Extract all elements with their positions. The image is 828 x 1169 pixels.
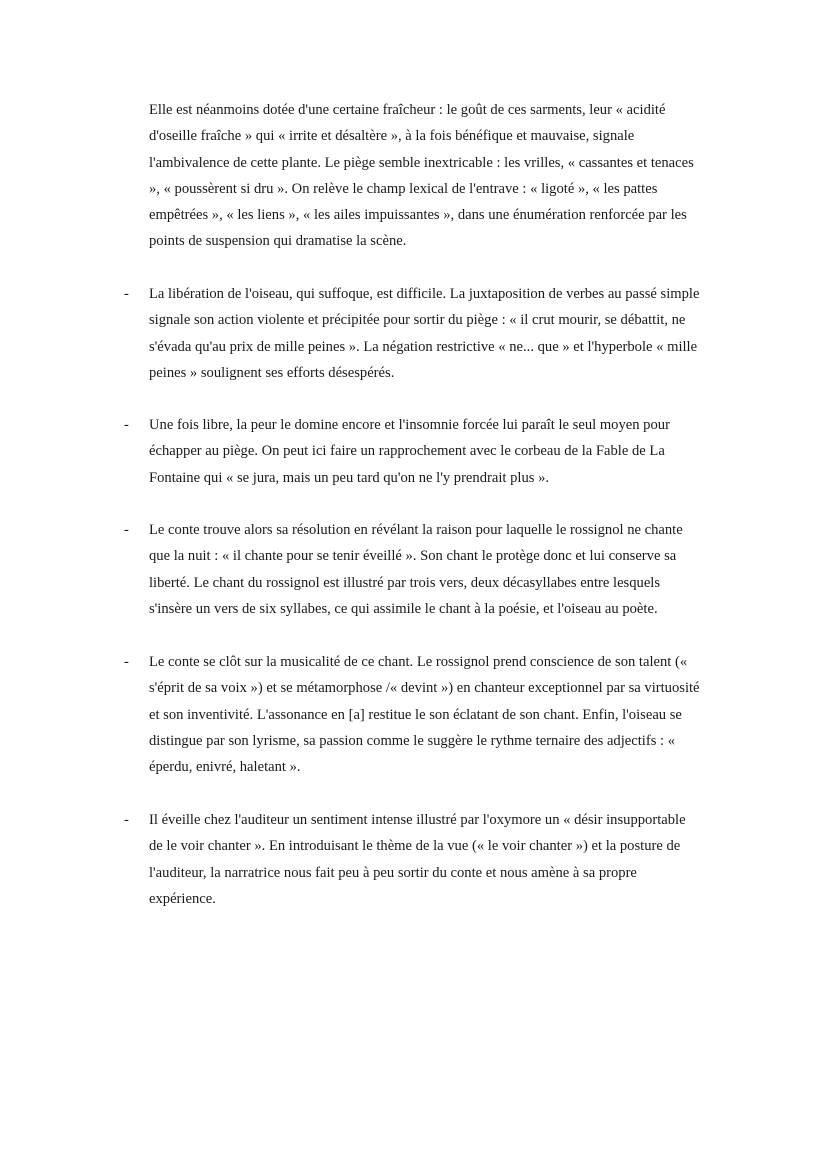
text-line: La libération de l'oiseau, qui suffoque, est difficile. La juxtaposition de verbes au passé simple	[149, 286, 700, 302]
text-line: l'auditeur, la narratrice nous fait peu à peu sortir du conte et nous amène à sa propre	[149, 864, 637, 881]
text-line: s'évada qu'au prix de mille peines ». La négation restrictive « ne... que » et l'hyperbole « mille	[149, 338, 698, 355]
text-line: », « poussèrent si dru ». On relève le champ lexical de l'entrave : « ligoté », « les pattes	[149, 180, 658, 197]
bullet-paragraph-4	[149, 649, 724, 780]
text-line: Il éveille chez l'auditeur un sentiment intense illustré par l'oxymore un « désir insupportable	[149, 812, 686, 828]
text-line: Elle est néanmoins dotée d'une certaine fraîcheur : le goût de ces sarments, leur « acidité	[149, 102, 666, 118]
bullet-paragraph-5	[149, 807, 724, 912]
text-line: Le conte trouve alors sa résolution en révélant la raison pour laquelle le rossignol ne chante	[149, 522, 683, 538]
text-line: s'éprit de sa voix ») et se métamorphose /« devint ») en chanteur exceptionnel par sa virtuosité	[149, 680, 700, 697]
text-line: distingue par son lyrisme, sa passion comme le suggère le rythme ternaire des adjectifs : «	[149, 732, 676, 749]
text-line: d'oseille fraîche » qui « irrite et désaltère », à la fois bénéfique et mauvaise, signale	[149, 128, 635, 145]
text-line: Le conte se clôt sur la musicalité de ce chant. Le rossignol prend conscience de son talent («	[149, 654, 688, 670]
bullet-paragraph-2	[149, 412, 724, 491]
text-line: peines » soulignent ses efforts désespérés.	[149, 364, 395, 381]
text-line: signale son action violente et précipitée pour sortir du piège : « il crut mourir, se débattit, ne	[149, 312, 686, 329]
text-line: l'ambivalence de cette plante. Le piège semble inextricable : les vrilles, « cassantes et tenaces	[149, 154, 694, 171]
text-line: expérience.	[149, 890, 216, 907]
bullet-paragraph-1	[149, 281, 724, 386]
text-line: Fontaine qui « se jura, mais un peu tard qu'on ne l'y prendrait plus ».	[149, 469, 550, 486]
bullet-marker: -	[124, 417, 129, 433]
text-line: éperdu, enivré, haletant ».	[149, 759, 301, 776]
intro-paragraph	[149, 97, 724, 255]
bullet-marker: -	[124, 654, 129, 670]
text-line: s'insère un vers de six syllabes, ce qui assimile le chant à la poésie, et l'oiseau au poète.	[149, 600, 658, 617]
text-line: points de suspension qui dramatise la scène.	[149, 233, 407, 250]
text-line: échapper au piège. On peut ici faire un rapprochement avec le corbeau de la Fable de La	[149, 443, 665, 460]
text-line: et son inventivité. L'assonance en [a] restitue le son éclatant de son chant. Enfin, l'oiseau se	[149, 706, 682, 723]
bullet-paragraph-3	[149, 517, 724, 622]
text-line: Une fois libre, la peur le domine encore et l'insomnie forcée lui paraît le seul moyen pour	[149, 417, 670, 433]
text-line: de le voir chanter ». En introduisant le thème de la vue (« le voir chanter ») et la posture de	[149, 838, 681, 855]
bullet-marker: -	[124, 286, 129, 302]
text-line: liberté. Le chant du rossignol est illustré par trois vers, deux décasyllabes entre lesquels	[149, 574, 661, 591]
bullet-marker: -	[124, 812, 129, 828]
bullet-marker: -	[124, 522, 129, 538]
text-line: empêtrées », « les liens », « les ailes impuissantes », dans une énumération renforcée par les	[149, 207, 687, 224]
text-line: que la nuit : « il chante pour se tenir éveillé ». Son chant le protège donc et lui conserve sa	[149, 548, 677, 565]
